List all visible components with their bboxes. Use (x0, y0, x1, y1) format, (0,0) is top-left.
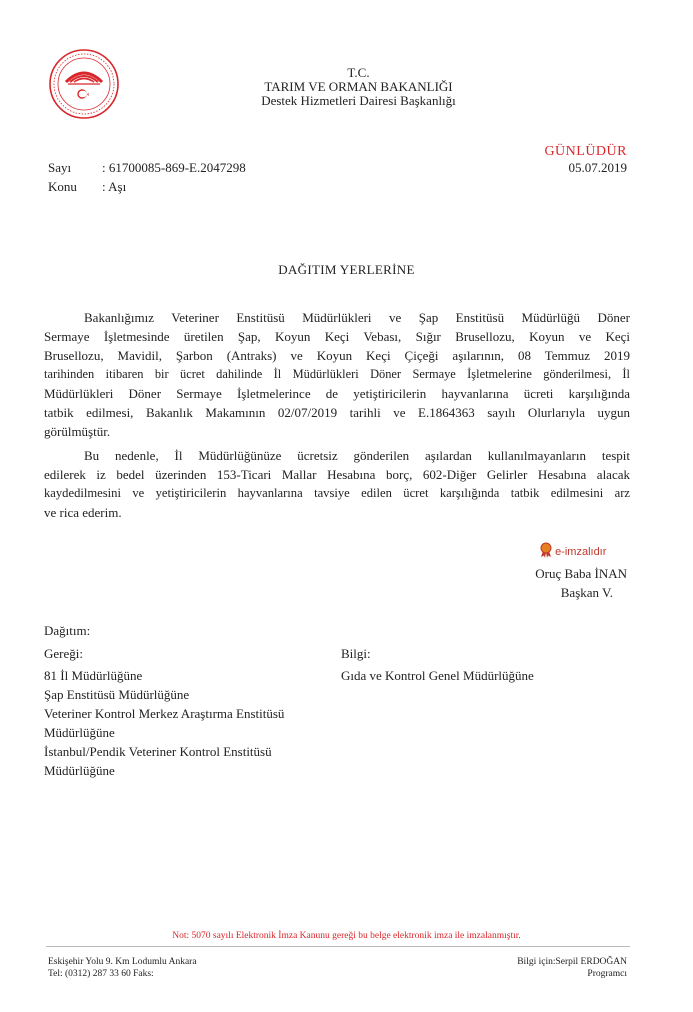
paragraph-line: kaydedilmesini ve yetiştiricilerin hayvanlarına tavsiye edilen ücret karşılığında tatbik edilmesini arz (44, 486, 630, 500)
geregi-item: İstanbul/Pendik Veteriner Kontrol Enstitüsü (44, 744, 272, 759)
paragraph-line: tatbik edilmesi, Bakanlık Makamının 02/07/2019 tarihli ve E.1864363 sayılı Olurlarıyla uygun (44, 405, 630, 420)
address-line: Eskişehir Yolu 9. Km Lodumlu Ankara (48, 957, 197, 967)
e-signature-legal-note: Not: 5070 sayılı Elektronik İmza Kanunu gereği bu belge elektronik imza ile imzalanmıştır. (172, 931, 521, 941)
award-ribbon-icon (540, 542, 552, 558)
sayi-value: : 61700085-869-E.2047298 (102, 160, 246, 175)
paragraph-line: Bakanlığımız Veteriner Enstitüsü Müdürlükleri ve Şap Enstitüsü Müdürlüğü Döner (84, 310, 630, 325)
signer-name: Oruç Baba İNAN (535, 566, 627, 581)
distribution-label: Dağıtım: (44, 623, 91, 638)
bilgi-label: Bilgi: (341, 646, 371, 661)
document-date: 05.07.2019 (568, 160, 627, 175)
paragraph-line: edilerek iz bedel üzerinden 153-Ticari Mallar Hesabına borç, 602-Diğer Gelirler Hesabına alacak (44, 467, 630, 482)
paragraph-line: görülmüştür. (44, 424, 111, 439)
sayi-label: Sayı (48, 160, 72, 175)
header-tc: T.C. (347, 65, 370, 80)
geregi-block (44, 644, 284, 780)
geregi-item: Müdürlüğüne (44, 725, 115, 740)
paragraph-line: Sermaye İşletmesinde üretilen Şap, Koyun Keçi Vebası, Sığır Brusellozu, Koyun ve Keçi (44, 329, 630, 344)
body-paragraph-1 (44, 308, 630, 441)
paragraph-line: Bu nedenle, İl Müdürlüğünüze ücretsiz gönderilen aşılardan kullanılmayanların tespit (84, 448, 630, 463)
contact-person: Bilgi için:Serpil ERDOĞAN (517, 957, 627, 967)
phone-line: Tel: (0312) 287 33 60 Faks: (48, 969, 154, 979)
header-department: Destek Hizmetleri Dairesi Başkanlığı (261, 93, 456, 108)
geregi-item: Müdürlüğüne (44, 763, 115, 778)
document-title: DAĞITIM YERLERİNE (278, 262, 415, 277)
geregi-item: Veteriner Kontrol Merkez Araştırma Enstitüsü (44, 706, 285, 721)
paragraph-line: tarihinden itibaren bir ücret dahilinde İl Müdürlükleri Döner Sermaye İşletmelerine gönderilmesi, İl (44, 367, 630, 381)
geregi-item: 81 İl Müdürlüğüne (44, 668, 143, 683)
footer-contact (517, 956, 627, 980)
e-signature-text: e-imzalıdır (555, 546, 607, 558)
bilgi-item: Gıda ve Kontrol Genel Müdürlüğüne (341, 668, 534, 683)
body-paragraph-2 (44, 446, 630, 522)
konu-label: Konu (48, 179, 77, 194)
paragraph-line: ve rica ederim. (44, 505, 122, 520)
signer-title: Başkan V. (560, 585, 613, 600)
meta-sayi (48, 160, 246, 176)
e-signature-stamp (540, 542, 606, 558)
footer-divider (46, 946, 630, 947)
konu-value: : Aşı (102, 179, 127, 194)
meta-konu (48, 179, 126, 195)
geregi-label: Gereği: (44, 646, 83, 661)
footer-address (48, 956, 197, 980)
contact-role: Programcı (587, 969, 627, 979)
bilgi-block (341, 644, 534, 685)
signer-block (535, 564, 627, 602)
document-header (0, 66, 693, 108)
urgency-label: GÜNLÜDÜR (544, 144, 627, 159)
geregi-item: Şap Enstitüsü Müdürlüğüne (44, 687, 190, 702)
paragraph-line: Brusellozu, Mavidil, Şarbon (Antraks) ve Koyun Keçi Çiçeği aşılarının, 08 Temmuz 2019 (44, 348, 630, 363)
paragraph-line: Müdürlükleri Döner Sermaye İşletmelerince de yetiştiricilerin hayvanlarına ücreti karşılığında (44, 386, 630, 401)
header-ministry: TARIM VE ORMAN BAKANLIĞI (264, 79, 453, 94)
